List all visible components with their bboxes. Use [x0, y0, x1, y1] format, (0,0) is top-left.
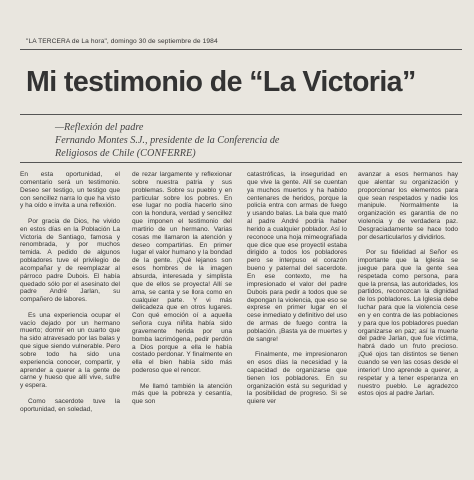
body-rule — [20, 162, 462, 163]
paragraph: En esta oportunidad, el comentario será un testimonio. Deseo ser testigo, un testigo que con sencillez narra lo que ha visto y ha oído e invita a una reflexión. — [20, 171, 120, 210]
top-rule — [20, 49, 462, 50]
paragraph: Por su fidelidad al Señor es importante que la Iglesia se juegue para que la gente sea respetada como persona, para que la prensa, las autoridades, los partidos, reconozcan la dignidad de los pobladores. La Iglesia debe luchar para que la violencia cese en y en contra de las poblaciones y para que los pobladores puedan organizarse en paz; así la muerte del padre Jarlan, que fue víctima, habrá dado un fruto precioso. ¡Qué ojos tan distintos se tienen cuando se ven las cosas desde el interior! Uno aprende a querer, a respetar y a tener esperanza en nuestro pueblo. Le agradezco estos ojos al padre Jarlan. — [358, 249, 458, 398]
article-column-1 — [20, 171, 120, 421]
subtitle-line: —Reflexión del padre — [55, 122, 144, 133]
paragraph: Es una experiencia ocupar el vacío dejado por un hermano muerto; dormir en un cuarto que ha sido atravesado por las balas y que sigue siendo vulnerable. Pero sobre todo ha sido una experiencia conocer, compartir, y aprender a querer a la gente de carne y hueso que allí vive, sufre y espera. — [20, 311, 120, 390]
paragraph: avanzar a esos hermanos hay que alentar su organización y proporcionar los elementos para que sean respetados y nadie los manipule. Normalmente la organización es garantía de no violencia y de verdadera paz. Desgraciadamente se hace todo por desarticularlos y dividirlos. — [358, 171, 458, 241]
subtitle-line: Religiosos de Chile (CONFERRE) — [55, 148, 196, 159]
headline: Mi testimonio de “La Victoria” — [26, 66, 416, 98]
source-line: "LA TERCERA de La hora", domingo 30 de septiembre de 1984 — [26, 38, 218, 45]
subtitle — [55, 121, 385, 160]
article-column-2 — [132, 171, 232, 414]
subtitle-line: Fernando Montes S.J., presidente de la Conferencia de — [55, 135, 280, 146]
paragraph: Me llamó también la atención más que la pobreza y cesantía, que son — [132, 382, 232, 406]
paragraph: Por gracia de Dios, he vivido en estos días en la Población La Victoria de Santiago, famosa y renombrada, y por muchos temida. A pedido de algunos pobladores tuve el privilegio de acompañar y de reemplazar al párroco padre Dubois. El había quedado sólo por el asesinato del padre André Jarlan, su compañero de labores. — [20, 217, 120, 304]
article-column-3 — [247, 171, 347, 414]
paragraph: de rezar largamente y reflexionar sobre nuestra patria y sus problemas. Sobre su pueblo y en particular sobre los pobres. En ese lugar no podía hacerlo sino con la hondura, verdad y sencillez que imponen el testimonio del martirio de un hermano. Varias cosas me llamaron la atención y deseo compartirlas. En primer lugar el valor humano y la bondad de la gente. ¡Qué lejanos son esos hombres de la imagen absurda, interesada y simplista que de ellos se proyecta! Allí se ama, se canta y se llora como en cualquier parte. Y vi más delicadeza que en otros lugares. Con qué emoción oí a aquella señora cuya niñita había sido gravemente herida por una bomba lacrimógena, pedir perdón a Dios porque a ella le había costado perdonar. Y finalmente en ella el bien había sido más poderoso que el rencor. — [132, 171, 232, 375]
paragraph: catastróficas, la inseguridad en que vive la gente. Allí se cuentan ya muchos muertos y ha habido centenares de heridos, porque la policía entra con armas de fuego y usando balas. La bala que mató al padre André podría haber herido a cualquier poblador. Así lo reconoce una hoja mimeografiada que dice que ese proyectil estaba dirigido a todos los pobladores pero se interpuso el corazón bueno y paternal del sacerdote. En ese contexto, me ha impresionado el valor del padre Dubois para pedir a todos que se depongan la violencia, que eso se exprese en primer lugar en el cese inmediato y definitivo del uso de armas de fuego contra la población. ¡Basta ya de muertes y de sangre! — [247, 171, 347, 343]
paragraph: Finalmente, me impresionaron en esos días la necesidad y la capacidad de organizarse que tienen los pobladores. En su organización está su seguridad y la posibilidad de progreso. Si se quiere ver — [247, 351, 347, 406]
article-column-4 — [358, 171, 458, 406]
headline-rule — [20, 114, 462, 115]
paragraph: Como sacerdote tuve la oportunidad, en soledad, — [20, 397, 120, 413]
